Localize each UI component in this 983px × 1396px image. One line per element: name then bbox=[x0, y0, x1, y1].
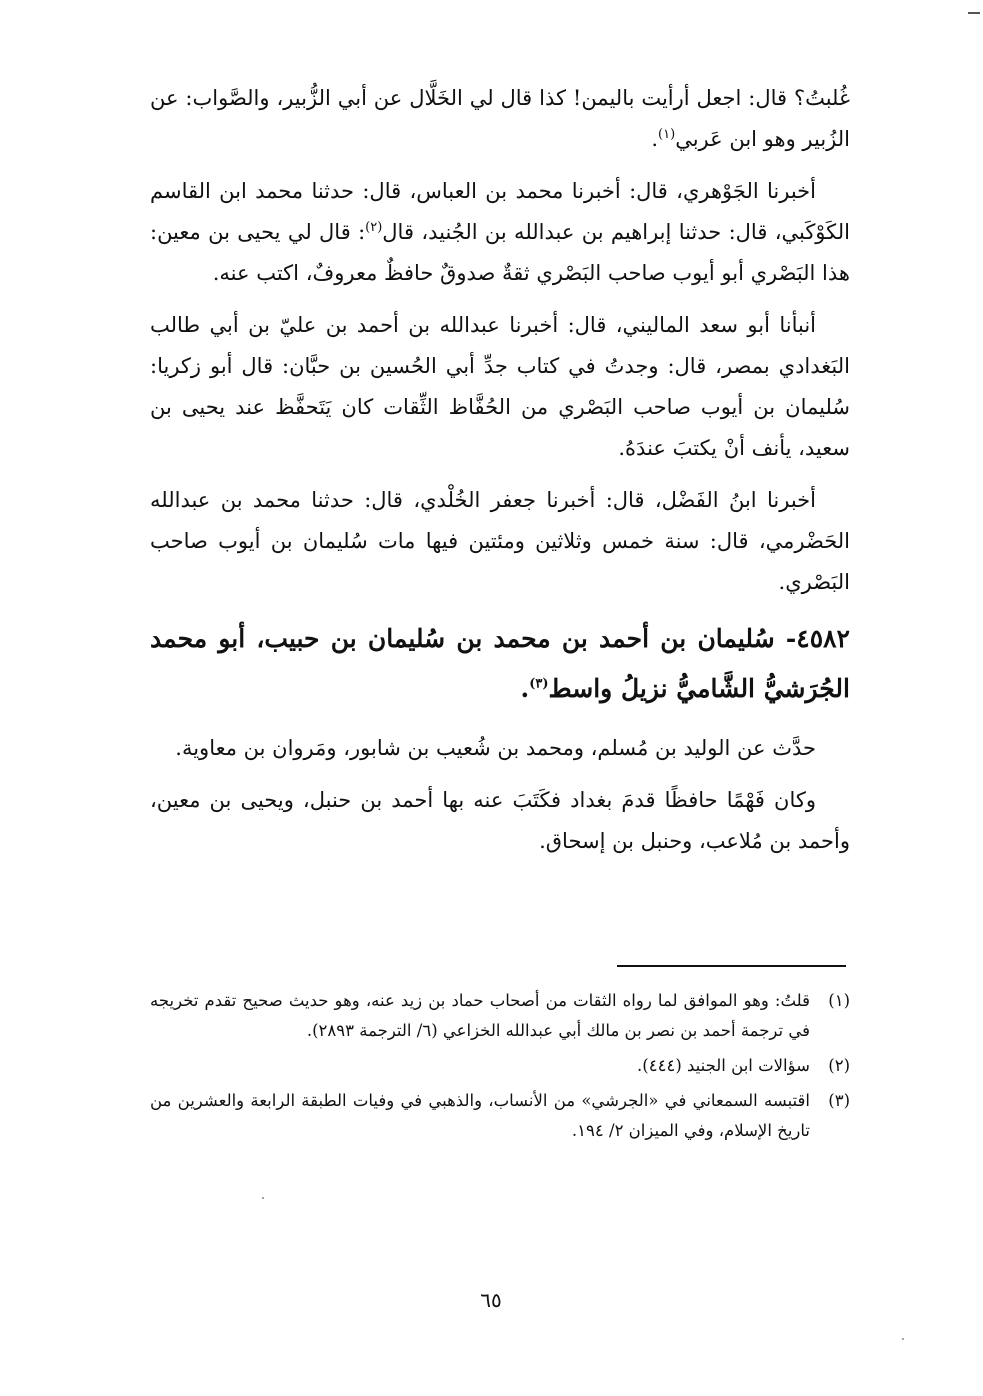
entry-heading bbox=[150, 614, 850, 714]
entry-number: ٤٥٨٢ bbox=[796, 624, 850, 653]
paragraph-1-end: . bbox=[651, 127, 659, 151]
paragraph-2-text: أخبرنا الجَوْهري، قال: أخبرنا محمد بن العباس، قال: حدثنا محمد ابن القاسم الكَوْكَبي، قال: حدثنا إبراهيم بن عبدالله بن الجُنيد، قال bbox=[150, 179, 850, 244]
scan-speck bbox=[262, 1197, 264, 1199]
footnote-ref-3: (٣) bbox=[529, 676, 549, 692]
footnotes bbox=[150, 986, 850, 1151]
entry-dash: - bbox=[785, 624, 797, 653]
footnote-1-number: (١) bbox=[828, 991, 850, 1010]
entry-heading-end: . bbox=[520, 674, 530, 703]
footnote-separator bbox=[617, 965, 846, 967]
paragraph-3: أنبأنا أبو سعد الماليني، قال: أخبرنا عبدالله بن أحمد بن عليّ بن أبي طالب البَغدادي بمصر، قال: وجدتُ في كتاب جدِّ أبي الحُسين بن حبَّان: قال أبو زكريا: سُليمان بن أيوب صاحب البَصْري من الحُفَّاظ الثِّقات كان يَتَحفَّظ عند يحيى بن سعيد، يأنف أنْ يكتبَ عندَهُ. bbox=[150, 313, 850, 460]
footnote-2-text: سؤالات ابن الجنيد (٤٤٤). bbox=[637, 1056, 810, 1075]
footnote-1-text: قلتُ: وهو الموافق لما رواه الثقات من أصحاب حماد بن زيد عنه، وهو حديث صحيح تقدم تخريجه في ترجمة أحمد بن نصر بن مالك أبي عبدالله الخزاعي (٦/ الترجمة ٢٨٩٣). bbox=[150, 991, 810, 1040]
entry-paragraph-2: وكان فَهْمًا حافظًا قدمَ بغداد فكَتَبَ عنه بها أحمد بن حنبل، ويحيى بن معين، وأحمد بن مُلاعب، وحنبل بن إسحاق. bbox=[150, 788, 850, 853]
footnote-2-number: (٢) bbox=[828, 1056, 850, 1075]
paragraph-2 bbox=[150, 171, 850, 294]
paragraph-4: أخبرنا ابنُ الفَضْل، قال: أخبرنا جعفر الخُلْدي، قال: حدثنا محمد بن عبدالله الحَضْرمي، قال: سنة خمس وثلاثين ومئتين فيها مات سُليمان بن أيوب صاحب البَصْري. bbox=[150, 488, 850, 594]
footnote-1 bbox=[150, 986, 850, 1046]
footnote-3 bbox=[150, 1086, 850, 1146]
footnote-ref-2: (٢) bbox=[365, 220, 383, 235]
paragraph-2-rest: : قال لي يحيى بن معين: هذا البَصْري أبو أيوب صاحب البَصْري ثقةٌ صدوقٌ حافظٌ معروفٌ، اكتب عنه. bbox=[150, 220, 850, 285]
edge-mark bbox=[968, 12, 980, 14]
footnote-3-text: اقتبسه السمعاني في «الجرشي» من الأنساب، والذهبي في وفيات الطبقة الرابعة والعشرين من تاريخ الإسلام، وفي الميزان ٢/ ١٩٤. bbox=[150, 1091, 810, 1140]
paragraph-1 bbox=[150, 78, 850, 160]
scan-speck bbox=[902, 1338, 904, 1340]
entry-heading-text: سُليمان بن أحمد بن محمد بن سُليمان بن حبيب، أبو محمد الجُرَشيُّ الشَّاميُّ نزيلُ واسط bbox=[150, 624, 850, 703]
footnote-2 bbox=[150, 1051, 850, 1081]
footnote-3-number: (٣) bbox=[828, 1091, 850, 1110]
main-text bbox=[150, 78, 850, 873]
entry-paragraph-1: حدَّث عن الوليد بن مُسلم، ومحمد بن شُعيب بن شابور، ومَروان بن معاوية. bbox=[175, 736, 816, 760]
footnote-ref-1: (١) bbox=[658, 127, 676, 142]
paragraph-1-text: غُلبتُ؟ قال: اجعل أرأيت باليمن! كذا قال لي الخَلَّال عن أبي الزُّبير، والصَّواب: عن الزُبير وهو ابن عَربي bbox=[150, 86, 850, 151]
page-number: ٦٥ bbox=[480, 1288, 502, 1312]
